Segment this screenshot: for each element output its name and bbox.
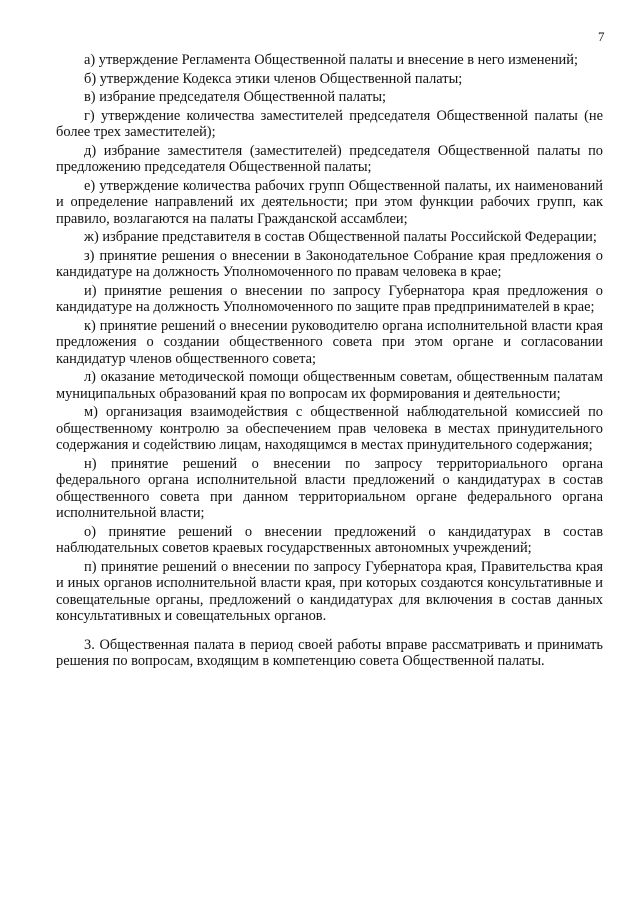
item-text: принятие решений о внесении руководителю органа исполнительной власти края предложения о создании общественного совета при этом органе и согласовании кандидатур членов общественного совета; [56, 317, 603, 367]
list-item [56, 71, 603, 88]
list-item [56, 524, 603, 557]
item-marker: е) [84, 177, 96, 194]
item-text: принятие решения о внесении по запросу Губернатора края предложения о кандидатуре на должность Уполномоченного по защите прав предпринимателей в крае; [56, 282, 603, 315]
list-item [56, 456, 603, 522]
item-marker: а) [84, 52, 96, 68]
item-text: организация взаимодействия с общественной наблюдательной комиссией по общественному контролю за обеспечением прав человека в местах принудительного содержания и содействию лицам, находящимся в местах принудительного содержания; [56, 404, 603, 453]
item-marker: н) [84, 455, 97, 472]
list-item [56, 108, 603, 141]
item-text: утверждение количества рабочих групп Общественной палаты, их наименований и определение направлений их деятельности; при этом функции рабочих групп, как правило, возлагаются на палаты Гражданской ассамблеи; [56, 177, 603, 227]
item-marker: б) [84, 70, 97, 87]
item-marker: о) [84, 523, 96, 540]
item-marker: г) [84, 107, 95, 124]
item-text: принятие решений о внесении предложений о кандидатурах в состав наблюдательных советов краевых государственных автономных учреждений; [56, 523, 603, 556]
item-text: избрание председателя Общественной палаты; [99, 89, 387, 105]
item-marker: и) [84, 282, 97, 299]
list-item [56, 318, 603, 368]
item-text: избрание представителя в состав Общественной палаты Российской Федерации; [102, 229, 597, 245]
document-body [56, 52, 603, 672]
item-text: принятие решения о внесении в Законодательное Собрание края предложения о кандидатуре на должность Уполномоченного по правам человека в крае; [56, 247, 603, 280]
list-item [56, 283, 603, 316]
item-text: принятие решений о внесении по запросу территориального органа федерального органа исполнительной власти предложений о кандидатурах в состав общественного совета при данном территориальном органе федерального органа исполнительной власти; [56, 455, 603, 521]
item-text: утверждение количества заместителей председателя Общественной палаты (не более трех заместителей); [56, 107, 603, 140]
item-marker: ж) [84, 229, 99, 245]
item-text: утверждение Регламента Общественной палаты и внесение в него изменений; [98, 52, 578, 68]
item-marker: к) [84, 317, 96, 334]
list-item [56, 178, 603, 228]
list-item [56, 248, 603, 281]
list-item [56, 369, 603, 402]
list-item [56, 52, 603, 69]
section-paragraph: 3. Общественная палата в период своей работы вправе рассматривать и принимать решения по вопросам, входящим в компетенцию совета Общественной палаты. [56, 636, 603, 669]
item-text: оказание методической помощи общественным советам, общественным палатам муниципальных образований края по вопросам их формирования и деятельности; [56, 369, 603, 402]
item-marker: д) [84, 142, 97, 159]
list-item [56, 229, 603, 246]
list-item [56, 143, 603, 176]
item-marker: л) [84, 369, 96, 385]
item-text: избрание заместителя (заместителей) председателя Общественной палаты по предложению председателя Общественной палаты; [56, 142, 603, 175]
item-marker: з) [84, 247, 95, 264]
page-number: 7 [598, 29, 605, 44]
item-marker: в) [84, 89, 96, 105]
item-text: утверждение Кодекса этики членов Общественной палаты; [99, 70, 463, 87]
list-item [56, 559, 603, 625]
item-text: принятие решений о внесении по запросу Губернатора края, Правительства края и иных органов исполнительной власти края, при которых создаются консультативные и совещательные органы, предложений о кандидатурах для включения в состав данных консультативных и совещательных органов. [56, 558, 603, 624]
item-marker: м) [84, 404, 98, 420]
item-marker: п) [84, 558, 97, 575]
list-item [56, 89, 603, 106]
list-item [56, 404, 603, 454]
